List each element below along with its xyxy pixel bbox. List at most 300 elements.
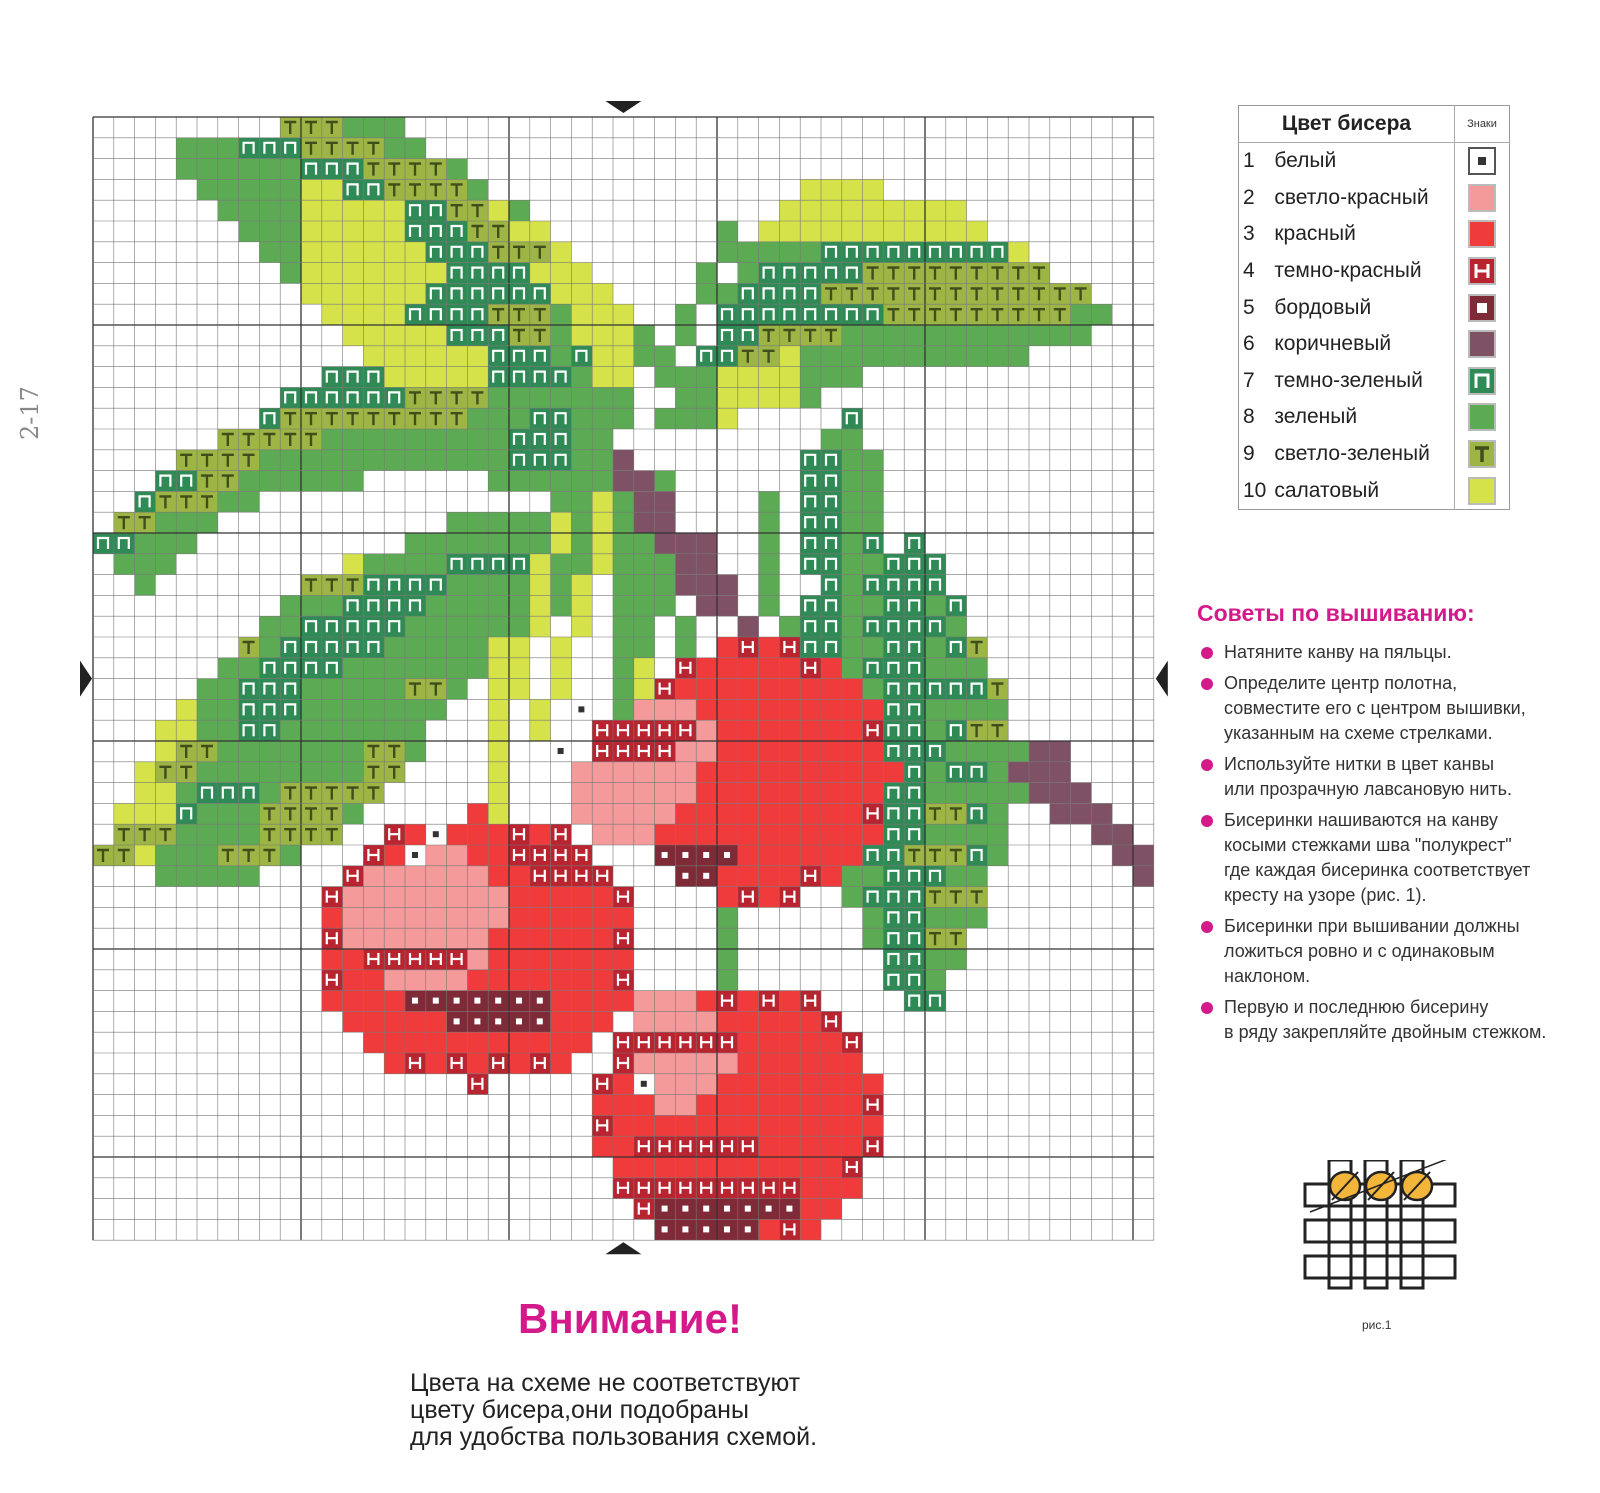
bead-cell-red xyxy=(551,928,572,949)
bead-cell-dark-green xyxy=(842,242,863,263)
bead-cell-green xyxy=(197,762,218,783)
plain-swatch-icon xyxy=(1468,403,1496,431)
bead-cell-red xyxy=(738,720,759,741)
bead-cell-green xyxy=(488,408,509,429)
bead-cell-red xyxy=(779,866,800,887)
bead-cell-lime xyxy=(592,554,613,575)
bead-cell-red xyxy=(426,1032,447,1053)
bead-cell-red xyxy=(592,1136,613,1157)
bead-cell-lime xyxy=(800,179,821,200)
bead-cell-green xyxy=(530,533,551,554)
bead-cell-green xyxy=(509,471,530,492)
bead-cell-green xyxy=(405,450,426,471)
bead-cell-red xyxy=(655,1157,676,1178)
bead-cell-green xyxy=(322,699,343,720)
bead-cell-lime xyxy=(488,783,509,804)
bead-cell-green xyxy=(322,720,343,741)
bead-cell-brown xyxy=(1050,783,1071,804)
bead-cell-green xyxy=(218,762,239,783)
bead-cell-light-red xyxy=(634,1053,655,1074)
legend-number: 6 xyxy=(1243,332,1255,356)
bead-cell-lime xyxy=(343,283,364,304)
bead-cell-dark-green xyxy=(426,221,447,242)
bead-cell-light-red xyxy=(426,907,447,928)
bead-cell-brown xyxy=(1091,803,1112,824)
bead-cell-red xyxy=(759,887,780,908)
bead-cell-red xyxy=(384,1032,405,1053)
bead-cell-red xyxy=(696,1115,717,1136)
bead-cell-lime xyxy=(821,221,842,242)
bead-cell-lime xyxy=(405,242,426,263)
bead-cell-dark-green xyxy=(343,387,364,408)
bead-cell-dark-green xyxy=(467,263,488,284)
bead-cell-green xyxy=(488,387,509,408)
bead-cell-dark-green xyxy=(946,720,967,741)
bead-cell-green xyxy=(280,242,301,263)
bead-cell-red xyxy=(551,949,572,970)
bead-cell-green xyxy=(779,616,800,637)
legend-number: 4 xyxy=(1243,259,1255,283)
bead-cell-light-red xyxy=(363,887,384,908)
bead-cell-green xyxy=(571,367,592,388)
bead-cell-brown xyxy=(696,595,717,616)
bead-cell-lime xyxy=(426,263,447,284)
bead-cell-red xyxy=(592,970,613,991)
bead-cell-light-red xyxy=(655,783,676,804)
bead-cell-green xyxy=(863,491,884,512)
bead-cell-green xyxy=(280,741,301,762)
bead-cell-red xyxy=(800,741,821,762)
plain-swatch-icon xyxy=(1468,220,1496,248)
bead-cell-dark-green xyxy=(904,949,925,970)
bead-cell-dark-green xyxy=(967,845,988,866)
bead-cell-dark-green xyxy=(447,283,468,304)
bead-cell-dark-green xyxy=(280,138,301,159)
bead-cell-red xyxy=(842,1136,863,1157)
bead-cell-dark-green xyxy=(571,346,592,367)
bead-cell-dark-green xyxy=(467,554,488,575)
bead-cell-green xyxy=(592,450,613,471)
bead-cell-red xyxy=(779,679,800,700)
bead-cell-green xyxy=(1071,304,1092,325)
bead-cell-red xyxy=(467,845,488,866)
bead-cell-green xyxy=(280,221,301,242)
bead-cell-green xyxy=(239,221,260,242)
bead-cell-lime xyxy=(322,263,343,284)
legend-number: 9 xyxy=(1243,442,1255,466)
bead-cell-red xyxy=(842,720,863,741)
bead-cell-red xyxy=(592,928,613,949)
bead-cell-dark-green xyxy=(551,367,572,388)
bead-cell-green xyxy=(842,450,863,471)
bead-cell-green xyxy=(634,575,655,596)
bead-cell-green xyxy=(197,803,218,824)
legend-color-name: зеленый xyxy=(1274,405,1358,429)
bead-cell-red xyxy=(759,1095,780,1116)
bead-cell-lime xyxy=(592,367,613,388)
legend-swatch-cell xyxy=(1455,363,1510,400)
bead-cell-green xyxy=(925,783,946,804)
bead-cell-lime xyxy=(405,367,426,388)
bead-cell-green xyxy=(925,346,946,367)
bead-cell-red xyxy=(821,679,842,700)
bead-cell-red xyxy=(842,845,863,866)
bead-cell-lime xyxy=(863,179,884,200)
bead-cell-red xyxy=(447,1032,468,1053)
legend-number: 2 xyxy=(1243,185,1255,209)
bead-cell-green xyxy=(696,367,717,388)
bead-cell-green xyxy=(363,117,384,138)
bead-cell-green xyxy=(509,616,530,637)
bead-cell-green xyxy=(343,429,364,450)
bead-cell-red xyxy=(759,720,780,741)
bead-cell-dark-green xyxy=(322,658,343,679)
bead-cell-lime xyxy=(717,387,738,408)
bead-cell-red xyxy=(696,699,717,720)
bead-cell-red xyxy=(759,1136,780,1157)
bead-cell-dark-green xyxy=(467,242,488,263)
bead-cell-green xyxy=(384,699,405,720)
bead-cell-dark-green xyxy=(883,783,904,804)
bead-cell-red xyxy=(779,1095,800,1116)
bead-cell-green xyxy=(343,720,364,741)
bead-cell-brown xyxy=(1029,741,1050,762)
bead-cell-green xyxy=(218,866,239,887)
bead-cell-red xyxy=(800,720,821,741)
bead-cell-green xyxy=(967,866,988,887)
bead-cell-lime xyxy=(592,283,613,304)
bead-cell-brown xyxy=(655,491,676,512)
bead-cell-dark-green xyxy=(863,304,884,325)
bead-cell-red xyxy=(571,887,592,908)
bead-cell-green xyxy=(155,533,176,554)
bead-cell-green xyxy=(987,824,1008,845)
bead-cell-green xyxy=(987,325,1008,346)
bead-cell-green xyxy=(655,471,676,492)
bead-cell-dark-green xyxy=(883,970,904,991)
bead-cell-dark-green xyxy=(904,783,925,804)
tips-title: Советы по вышиванию: xyxy=(1197,600,1475,626)
bead-cell-red xyxy=(509,928,530,949)
bead-cell-green xyxy=(322,595,343,616)
bead-cell-green xyxy=(176,866,197,887)
bead-cell-red xyxy=(821,720,842,741)
bead-cell-green xyxy=(571,533,592,554)
bead-cell-red xyxy=(717,637,738,658)
bead-cell-dark-green xyxy=(239,720,260,741)
bead-cell-green xyxy=(343,450,364,471)
bead-cell-green xyxy=(800,367,821,388)
bead-cell-red xyxy=(717,866,738,887)
bead-cell-green xyxy=(426,616,447,637)
bead-cell-red xyxy=(842,803,863,824)
bead-cell-lime xyxy=(447,367,468,388)
bead-cell-green xyxy=(259,616,280,637)
bead-cell-red xyxy=(613,907,634,928)
letter-p-icon xyxy=(1468,367,1496,395)
bead-cell-dark-green xyxy=(967,679,988,700)
bead-cell-lime xyxy=(363,346,384,367)
bead-cell-green xyxy=(842,346,863,367)
bead-cell-dark-green xyxy=(904,991,925,1012)
bead-cell-dark-green xyxy=(946,762,967,783)
bead-cell-dark-green xyxy=(904,762,925,783)
legend-color-name: темно-зеленый xyxy=(1274,368,1423,392)
bead-cell-green xyxy=(655,408,676,429)
bead-cell-green xyxy=(946,616,967,637)
bead-cell-lime xyxy=(530,554,551,575)
bead-cell-red xyxy=(821,1095,842,1116)
bead-cell-red xyxy=(800,845,821,866)
bead-cell-red xyxy=(759,762,780,783)
bead-cell-dark-green xyxy=(863,658,884,679)
bead-cell-red xyxy=(800,699,821,720)
bead-cell-green xyxy=(863,325,884,346)
bead-cell-red xyxy=(759,1074,780,1095)
bead-cell-dark-green xyxy=(114,533,135,554)
bead-cell-green xyxy=(197,866,218,887)
bead-cell-green xyxy=(696,408,717,429)
bead-cell-red xyxy=(800,1011,821,1032)
bead-cell-green xyxy=(571,471,592,492)
bead-cell-green xyxy=(280,450,301,471)
legend-row xyxy=(1239,289,1510,326)
bead-cell-red xyxy=(863,1115,884,1136)
bead-cell-red xyxy=(488,866,509,887)
bead-cell-green xyxy=(904,346,925,367)
bead-cell-lime xyxy=(530,720,551,741)
bead-cell-light-red xyxy=(447,866,468,887)
bead-cell-dark-green xyxy=(384,575,405,596)
bead-cell-green xyxy=(135,575,156,596)
bead-cell-red xyxy=(488,1032,509,1053)
bead-cell-dark-green xyxy=(904,803,925,824)
bead-cell-red xyxy=(634,1157,655,1178)
attention-title: Внимание! xyxy=(518,1295,742,1342)
bead-cell-green xyxy=(447,429,468,450)
tip-line: косыми стежками шва "полукрест" xyxy=(1224,835,1512,855)
bead-cell-green xyxy=(509,200,530,221)
bead-cell-green xyxy=(1071,325,1092,346)
bead-cell-dark-green xyxy=(904,866,925,887)
bead-cell-light-red xyxy=(613,824,634,845)
bead-cell-dark-green xyxy=(426,283,447,304)
bead-cell-dark-green xyxy=(800,637,821,658)
bead-cell-dark-green xyxy=(759,283,780,304)
bead-cell-brown xyxy=(1071,783,1092,804)
bead-cell-red xyxy=(759,741,780,762)
bead-cell-green xyxy=(488,450,509,471)
bead-cell-lime xyxy=(800,200,821,221)
bead-cell-dark-green xyxy=(405,595,426,616)
bead-cell-lime xyxy=(384,346,405,367)
bead-cell-green xyxy=(987,762,1008,783)
bead-cell-light-red xyxy=(675,1095,696,1116)
legend-color-name: коричневый xyxy=(1274,332,1392,356)
bead-cell-red xyxy=(821,1157,842,1178)
bead-cell-green xyxy=(863,554,884,575)
bead-cell-red xyxy=(842,783,863,804)
bead-cell-lime xyxy=(343,325,364,346)
bead-cell-green xyxy=(155,845,176,866)
bead-cell-green xyxy=(322,741,343,762)
tip-line: Используйте нитки в цвет канвы xyxy=(1224,754,1495,774)
bead-cell-red xyxy=(779,741,800,762)
bead-cell-red xyxy=(800,1074,821,1095)
bead-cell-green xyxy=(239,471,260,492)
bead-cell-lime xyxy=(571,595,592,616)
bead-cell-red xyxy=(821,1053,842,1074)
bead-cell-dark-green xyxy=(821,471,842,492)
bead-cell-dark-green xyxy=(218,783,239,804)
bead-cell-red xyxy=(322,991,343,1012)
bead-cell-light-red xyxy=(426,866,447,887)
bead-cell-red xyxy=(759,824,780,845)
bead-cell-red xyxy=(696,762,717,783)
bead-cell-red xyxy=(738,1115,759,1136)
bead-cell-green xyxy=(551,346,572,367)
bead-cell-green xyxy=(197,679,218,700)
tip-line: наклоном. xyxy=(1224,966,1311,986)
bead-cell-dark-green xyxy=(883,741,904,762)
bead-cell-red xyxy=(800,762,821,783)
bead-cell-green xyxy=(426,533,447,554)
bead-cell-dark-green xyxy=(343,367,364,388)
bead-cell-light-red xyxy=(675,1074,696,1095)
bead-cell-lime xyxy=(488,200,509,221)
bead-cell-light-red xyxy=(426,887,447,908)
bead-cell-red xyxy=(675,803,696,824)
bead-cell-red xyxy=(759,1053,780,1074)
bead-cell-green xyxy=(738,242,759,263)
bead-cell-green xyxy=(301,679,322,700)
plain-swatch-icon xyxy=(1468,477,1496,505)
bead-cell-green xyxy=(447,595,468,616)
bead-cell-green xyxy=(259,637,280,658)
bead-cell-green xyxy=(384,554,405,575)
bead-cell-green xyxy=(842,533,863,554)
bead-cell-green xyxy=(405,658,426,679)
bead-cell-green xyxy=(551,491,572,512)
bead-cell-red xyxy=(738,699,759,720)
bead-cell-dark-green xyxy=(883,242,904,263)
bead-cell-lime xyxy=(592,512,613,533)
bead-cell-dark-green xyxy=(384,387,405,408)
bead-cell-red xyxy=(717,1115,738,1136)
bead-cell-green xyxy=(863,866,884,887)
legend-row xyxy=(1239,143,1510,180)
bead-cell-brown xyxy=(1050,762,1071,783)
bead-cell-lime xyxy=(467,346,488,367)
bead-cell-red xyxy=(488,928,509,949)
bead-cell-red xyxy=(779,1053,800,1074)
bead-cell-light-red xyxy=(384,866,405,887)
bead-cell-lime xyxy=(301,242,322,263)
tip-line: Бисеринки при вышивании должны xyxy=(1224,916,1520,936)
bead-cell-light-red xyxy=(571,783,592,804)
bead-cell-red xyxy=(384,991,405,1012)
bead-cell-green xyxy=(925,325,946,346)
bead-cell-green xyxy=(925,824,946,845)
bead-cell-lime xyxy=(405,263,426,284)
bead-cell-green xyxy=(259,741,280,762)
bead-cell-green xyxy=(613,554,634,575)
bead-cell-green xyxy=(571,450,592,471)
bead-cell-green xyxy=(197,845,218,866)
bead-cell-dark-green xyxy=(925,242,946,263)
bead-cell-green xyxy=(259,200,280,221)
center-arrow-top-icon xyxy=(605,101,641,113)
bead-cell-dark-green xyxy=(259,408,280,429)
bead-cell-green xyxy=(551,575,572,596)
bead-cell-red xyxy=(696,658,717,679)
bead-cell-lime xyxy=(155,783,176,804)
bead-cell-lime xyxy=(384,200,405,221)
bead-cell-green xyxy=(197,138,218,159)
bead-cell-dark-green xyxy=(301,159,322,180)
bead-cell-brown xyxy=(717,595,738,616)
bead-cell-dark-green xyxy=(883,658,904,679)
bead-cell-green xyxy=(239,866,260,887)
bead-cell-red xyxy=(842,1178,863,1199)
bead-cell-green xyxy=(571,429,592,450)
bead-cell-green xyxy=(717,242,738,263)
bead-cell-green xyxy=(842,512,863,533)
bead-cell-lime xyxy=(551,637,572,658)
bead-cell-lime xyxy=(405,325,426,346)
bead-cell-red xyxy=(592,1011,613,1032)
bead-cell-green xyxy=(634,554,655,575)
bead-cell-light-red xyxy=(655,991,676,1012)
bead-cell-red xyxy=(779,699,800,720)
bead-cell-dark-green xyxy=(821,242,842,263)
bead-cell-red xyxy=(738,762,759,783)
bead-cell-green xyxy=(634,616,655,637)
bead-cell-green xyxy=(551,325,572,346)
bead-cell-lime xyxy=(571,263,592,284)
bead-cell-brown xyxy=(696,575,717,596)
bead-cell-red xyxy=(467,970,488,991)
bead-cell-dark-green xyxy=(467,325,488,346)
bead-cell-lime xyxy=(904,200,925,221)
bead-cell-light-red xyxy=(634,991,655,1012)
bead-cell-red xyxy=(613,1157,634,1178)
bead-cell-brown xyxy=(655,533,676,554)
bead-cell-green xyxy=(176,783,197,804)
bead-cell-dark-green xyxy=(717,304,738,325)
legend-number: 7 xyxy=(1243,368,1255,392)
bead-cell-lime xyxy=(509,658,530,679)
bead-cell-red xyxy=(863,741,884,762)
bead-cell-lime xyxy=(488,637,509,658)
bead-cell-light-red xyxy=(447,970,468,991)
bead-cell-dark-green xyxy=(800,491,821,512)
bead-cell-light-red xyxy=(426,928,447,949)
bead-cell-green xyxy=(239,200,260,221)
bead-cell-dark-green xyxy=(405,304,426,325)
bead-cell-green xyxy=(176,845,197,866)
legend-number: 5 xyxy=(1243,295,1255,319)
bead-cell-light-red xyxy=(655,762,676,783)
bead-cell-dark-green xyxy=(904,741,925,762)
bead-cell-red xyxy=(759,637,780,658)
bead-cell-red xyxy=(821,866,842,887)
bead-cell-green xyxy=(301,741,322,762)
bead-cell-dark-green xyxy=(551,429,572,450)
bead-cell-light-red xyxy=(634,699,655,720)
bead-cell-green xyxy=(197,512,218,533)
bead-cell-green xyxy=(405,720,426,741)
